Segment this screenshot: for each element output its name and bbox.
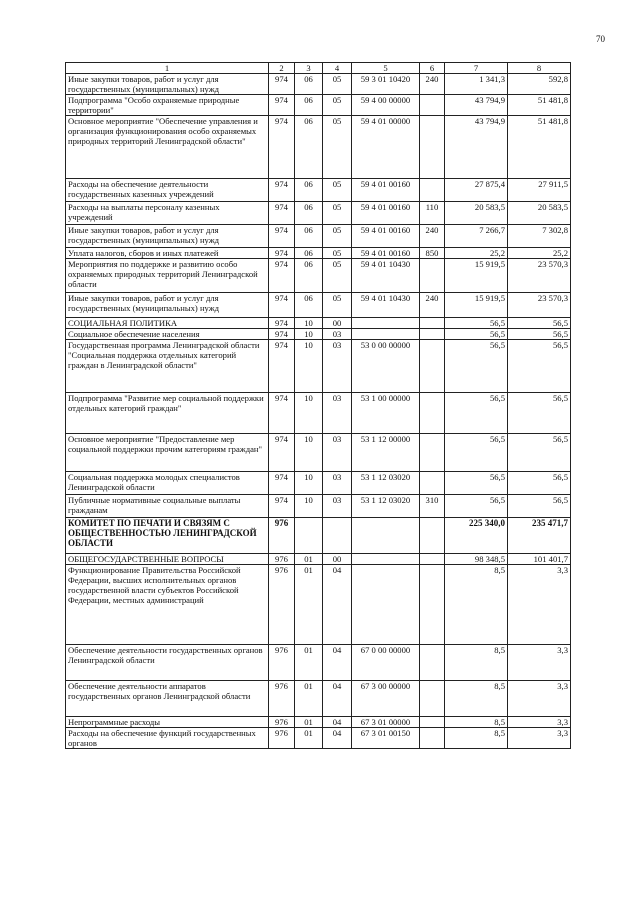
row-code-grbs: 976 — [269, 518, 295, 554]
row-amount-year2: 20 583,5 — [508, 202, 571, 225]
row-amount-year1: 56,5 — [445, 318, 508, 329]
row-name-cell: Мероприятия по поддержке и развитию особо охраняемых природных территорий Ленинградской области — [66, 259, 269, 293]
table-row — [66, 225, 571, 248]
row-name-cell: Иные закупки товаров, работ и услуг для государственных (муниципальных) нужд — [66, 293, 269, 318]
row-code-section: 10 — [295, 434, 323, 472]
row-code-grbs: 974 — [269, 329, 295, 340]
table-row — [66, 434, 571, 472]
table-row — [66, 565, 571, 645]
table-row — [66, 393, 571, 434]
row-name-cell: Обеспечение деятельности государственных органов Ленинградской области — [66, 645, 269, 681]
row-amount-year2: 592,8 — [508, 74, 571, 95]
row-code-grbs: 976 — [269, 554, 295, 565]
row-code-section: 01 — [295, 728, 323, 749]
row-code-grbs: 976 — [269, 728, 295, 749]
row-code-subsection: 05 — [323, 179, 352, 202]
row-amount-year2: 7 302,8 — [508, 225, 571, 248]
table-row — [66, 554, 571, 565]
row-amount-year1: 25,2 — [445, 248, 508, 259]
row-code-section: 01 — [295, 717, 323, 728]
row-code-section: 01 — [295, 565, 323, 645]
row-code-section — [295, 518, 323, 554]
row-code-target: 53 1 12 03020 — [352, 495, 420, 518]
row-amount-year2: 56,5 — [508, 434, 571, 472]
row-code-section: 10 — [295, 495, 323, 518]
table-row — [66, 318, 571, 329]
row-code-target: 67 3 01 00150 — [352, 728, 420, 749]
row-amount-year1: 225 340,0 — [445, 518, 508, 554]
row-amount-year1: 56,5 — [445, 329, 508, 340]
table-row — [66, 340, 571, 393]
row-code-subsection: 03 — [323, 434, 352, 472]
row-code-target: 59 4 01 00160 — [352, 248, 420, 259]
row-amount-year1: 56,5 — [445, 340, 508, 393]
row-amount-year2: 56,5 — [508, 340, 571, 393]
row-code-grbs: 976 — [269, 565, 295, 645]
row-code-grbs: 974 — [269, 95, 295, 116]
row-code-grbs: 974 — [269, 318, 295, 329]
row-code-target: 59 4 01 00000 — [352, 116, 420, 179]
row-code-target: 53 1 12 00000 — [352, 434, 420, 472]
row-amount-year1: 8,5 — [445, 728, 508, 749]
row-amount-year1: 56,5 — [445, 495, 508, 518]
row-code-target — [352, 565, 420, 645]
row-code-section: 06 — [295, 225, 323, 248]
column-header-6: 6 — [420, 63, 445, 74]
row-amount-year1: 8,5 — [445, 565, 508, 645]
row-code-target — [352, 554, 420, 565]
row-code-target: 67 3 00 00000 — [352, 681, 420, 717]
row-amount-year1: 43 794,9 — [445, 95, 508, 116]
row-amount-year1: 1 341,3 — [445, 74, 508, 95]
column-header-3: 3 — [295, 63, 323, 74]
row-name-cell: Социальная поддержка молодых специалистов Ленинградской области — [66, 472, 269, 495]
row-code-subsection: 05 — [323, 225, 352, 248]
row-code-target — [352, 318, 420, 329]
row-code-grbs: 974 — [269, 248, 295, 259]
row-code-subsection: 04 — [323, 728, 352, 749]
row-name-cell: Социальное обеспечение населения — [66, 329, 269, 340]
row-name-cell: Иные закупки товаров, работ и услуг для государственных (муниципальных) нужд — [66, 74, 269, 95]
row-amount-year1: 56,5 — [445, 434, 508, 472]
row-amount-year1: 56,5 — [445, 472, 508, 495]
table-row — [66, 293, 571, 318]
row-amount-year1: 56,5 — [445, 393, 508, 434]
column-header-8: 8 — [508, 63, 571, 74]
row-code-grbs: 976 — [269, 681, 295, 717]
row-code-target: 67 3 01 00000 — [352, 717, 420, 728]
row-amount-year1: 98 348,5 — [445, 554, 508, 565]
row-code-target: 59 4 01 00160 — [352, 202, 420, 225]
table-row — [66, 248, 571, 259]
row-code-subsection: 05 — [323, 116, 352, 179]
row-name-cell: Государственная программа Ленинградской области "Социальная поддержка отдельных категорий граждан в Ленинградской области" — [66, 340, 269, 393]
row-code-section: 06 — [295, 74, 323, 95]
row-name-cell: Расходы на обеспечение функций государственных органов — [66, 728, 269, 749]
row-code-expense-type — [420, 645, 445, 681]
row-code-expense-type — [420, 116, 445, 179]
row-code-expense-type: 850 — [420, 248, 445, 259]
row-amount-year1: 15 919,5 — [445, 293, 508, 318]
row-name-cell: Подпрограмма "Развитие мер социальной поддержки отдельных категорий граждан" — [66, 393, 269, 434]
row-amount-year2: 3,3 — [508, 645, 571, 681]
row-amount-year2: 51 481,8 — [508, 95, 571, 116]
row-code-expense-type — [420, 329, 445, 340]
row-name-cell: СОЦИАЛЬНАЯ ПОЛИТИКА — [66, 318, 269, 329]
column-header-7: 7 — [445, 63, 508, 74]
row-code-section: 06 — [295, 95, 323, 116]
row-amount-year1: 8,5 — [445, 681, 508, 717]
row-code-grbs: 974 — [269, 259, 295, 293]
row-code-grbs: 974 — [269, 434, 295, 472]
budget-table — [65, 62, 571, 749]
row-code-section: 10 — [295, 472, 323, 495]
row-amount-year2: 56,5 — [508, 329, 571, 340]
row-code-subsection: 05 — [323, 248, 352, 259]
column-header-4: 4 — [323, 63, 352, 74]
table-row — [66, 202, 571, 225]
table-row — [66, 179, 571, 202]
row-code-expense-type — [420, 179, 445, 202]
row-code-subsection: 05 — [323, 259, 352, 293]
row-name-cell: Основное мероприятие "Предоставление мер социальной поддержки прочим категориям граждан" — [66, 434, 269, 472]
row-name-cell: Публичные нормативные социальные выплаты гражданам — [66, 495, 269, 518]
row-code-expense-type: 240 — [420, 74, 445, 95]
table-row — [66, 116, 571, 179]
row-name-cell: Расходы на выплаты персоналу казенных учреждений — [66, 202, 269, 225]
row-code-expense-type — [420, 318, 445, 329]
row-code-grbs: 974 — [269, 116, 295, 179]
row-code-section: 10 — [295, 340, 323, 393]
row-amount-year1: 27 875,4 — [445, 179, 508, 202]
row-code-target: 59 4 01 10430 — [352, 259, 420, 293]
table-body — [66, 74, 571, 749]
row-code-target: 53 1 12 03020 — [352, 472, 420, 495]
row-code-expense-type — [420, 259, 445, 293]
row-code-expense-type — [420, 681, 445, 717]
row-code-expense-type: 240 — [420, 293, 445, 318]
row-code-subsection: 03 — [323, 472, 352, 495]
row-amount-year1: 8,5 — [445, 717, 508, 728]
row-name-cell: Иные закупки товаров, работ и услуг для государственных (муниципальных) нужд — [66, 225, 269, 248]
table-row — [66, 717, 571, 728]
row-amount-year2: 23 570,3 — [508, 259, 571, 293]
table-row — [66, 728, 571, 749]
row-amount-year2: 56,5 — [508, 318, 571, 329]
row-code-subsection: 05 — [323, 95, 352, 116]
row-amount-year2: 23 570,3 — [508, 293, 571, 318]
row-code-expense-type: 310 — [420, 495, 445, 518]
row-amount-year2: 56,5 — [508, 495, 571, 518]
row-amount-year2: 56,5 — [508, 472, 571, 495]
row-amount-year2: 51 481,8 — [508, 116, 571, 179]
row-code-subsection: 04 — [323, 717, 352, 728]
row-code-section: 01 — [295, 681, 323, 717]
table-row — [66, 645, 571, 681]
row-code-expense-type — [420, 728, 445, 749]
row-code-subsection: 04 — [323, 565, 352, 645]
table-row — [66, 518, 571, 554]
row-code-section: 06 — [295, 202, 323, 225]
row-code-grbs: 976 — [269, 717, 295, 728]
row-code-expense-type — [420, 717, 445, 728]
row-amount-year2: 101 401,7 — [508, 554, 571, 565]
row-code-target: 59 3 01 10420 — [352, 74, 420, 95]
row-amount-year2: 3,3 — [508, 565, 571, 645]
row-name-cell: Функционирование Правительства Российской Федерации, высших исполнительных органов государственной власти субъектов Российской Федерации, местных администраций — [66, 565, 269, 645]
row-name-cell: Непрограммные расходы — [66, 717, 269, 728]
row-code-target: 59 4 01 10430 — [352, 293, 420, 318]
row-code-subsection: 03 — [323, 340, 352, 393]
row-code-section: 01 — [295, 645, 323, 681]
row-code-section: 10 — [295, 393, 323, 434]
row-code-grbs: 974 — [269, 202, 295, 225]
row-code-grbs: 974 — [269, 472, 295, 495]
row-code-subsection: 05 — [323, 293, 352, 318]
table-row — [66, 95, 571, 116]
row-code-section: 10 — [295, 329, 323, 340]
row-amount-year1: 8,5 — [445, 645, 508, 681]
row-code-grbs: 974 — [269, 74, 295, 95]
row-name-cell: Уплата налогов, сборов и иных платежей — [66, 248, 269, 259]
row-code-grbs: 974 — [269, 179, 295, 202]
column-header-1: 1 — [66, 63, 269, 74]
row-amount-year2: 25,2 — [508, 248, 571, 259]
row-code-section: 10 — [295, 318, 323, 329]
row-code-grbs: 976 — [269, 645, 295, 681]
row-code-subsection: 03 — [323, 495, 352, 518]
row-name-cell: ОБЩЕГОСУДАРСТВЕННЫЕ ВОПРОСЫ — [66, 554, 269, 565]
row-code-expense-type — [420, 472, 445, 495]
row-code-expense-type — [420, 434, 445, 472]
row-code-subsection: 03 — [323, 329, 352, 340]
row-code-expense-type — [420, 393, 445, 434]
row-code-target: 59 4 00 00000 — [352, 95, 420, 116]
row-amount-year2: 3,3 — [508, 681, 571, 717]
row-code-target: 59 4 01 00160 — [352, 179, 420, 202]
row-code-expense-type: 240 — [420, 225, 445, 248]
row-code-target: 67 0 00 00000 — [352, 645, 420, 681]
row-code-target — [352, 329, 420, 340]
row-amount-year1: 20 583,5 — [445, 202, 508, 225]
row-name-cell: Подпрограмма "Особо охраняемые природные территории" — [66, 95, 269, 116]
row-code-subsection: 04 — [323, 681, 352, 717]
row-name-cell: Основное мероприятие "Обеспечение управления и организация функционирования особо охраняемых природных территорий Ленинградской области" — [66, 116, 269, 179]
row-code-section: 06 — [295, 293, 323, 318]
row-amount-year2: 3,3 — [508, 717, 571, 728]
table-row — [66, 74, 571, 95]
row-code-expense-type — [420, 95, 445, 116]
table-row — [66, 472, 571, 495]
table-row — [66, 329, 571, 340]
table-row — [66, 681, 571, 717]
row-amount-year2: 3,3 — [508, 728, 571, 749]
row-code-section: 06 — [295, 179, 323, 202]
row-code-grbs: 974 — [269, 495, 295, 518]
row-amount-year1: 7 266,7 — [445, 225, 508, 248]
table-row — [66, 259, 571, 293]
row-amount-year2: 235 471,7 — [508, 518, 571, 554]
column-header-2: 2 — [269, 63, 295, 74]
row-code-subsection: 03 — [323, 393, 352, 434]
row-amount-year1: 43 794,9 — [445, 116, 508, 179]
row-code-subsection: 00 — [323, 554, 352, 565]
row-amount-year2: 27 911,5 — [508, 179, 571, 202]
row-code-expense-type — [420, 518, 445, 554]
row-code-subsection: 00 — [323, 318, 352, 329]
row-code-target — [352, 518, 420, 554]
row-code-grbs: 974 — [269, 393, 295, 434]
row-code-target: 59 4 01 00160 — [352, 225, 420, 248]
row-name-cell: КОМИТЕТ ПО ПЕЧАТИ И СВЯЗЯМ С ОБЩЕСТВЕННОСТЬЮ ЛЕНИНГРАДСКОЙ ОБЛАСТИ — [66, 518, 269, 554]
row-code-target: 53 1 00 00000 — [352, 393, 420, 434]
page-number: 70 — [596, 34, 605, 44]
table-row — [66, 495, 571, 518]
row-amount-year2: 56,5 — [508, 393, 571, 434]
column-header-5: 5 — [352, 63, 420, 74]
row-code-subsection: 05 — [323, 74, 352, 95]
row-code-target: 53 0 00 00000 — [352, 340, 420, 393]
row-name-cell: Расходы на обеспечение деятельности государственных казенных учреждений — [66, 179, 269, 202]
row-code-subsection: 05 — [323, 202, 352, 225]
row-name-cell: Обеспечение деятельности аппаратов государственных органов Ленинградской области — [66, 681, 269, 717]
row-code-section: 01 — [295, 554, 323, 565]
row-code-subsection — [323, 518, 352, 554]
row-code-subsection: 04 — [323, 645, 352, 681]
row-code-expense-type — [420, 554, 445, 565]
row-code-grbs: 974 — [269, 225, 295, 248]
row-code-expense-type — [420, 565, 445, 645]
table-header-row — [66, 63, 571, 74]
row-code-section: 06 — [295, 116, 323, 179]
row-amount-year1: 15 919,5 — [445, 259, 508, 293]
row-code-section: 06 — [295, 248, 323, 259]
row-code-expense-type — [420, 340, 445, 393]
row-code-expense-type: 110 — [420, 202, 445, 225]
row-code-grbs: 974 — [269, 340, 295, 393]
row-code-grbs: 974 — [269, 293, 295, 318]
row-code-section: 06 — [295, 259, 323, 293]
